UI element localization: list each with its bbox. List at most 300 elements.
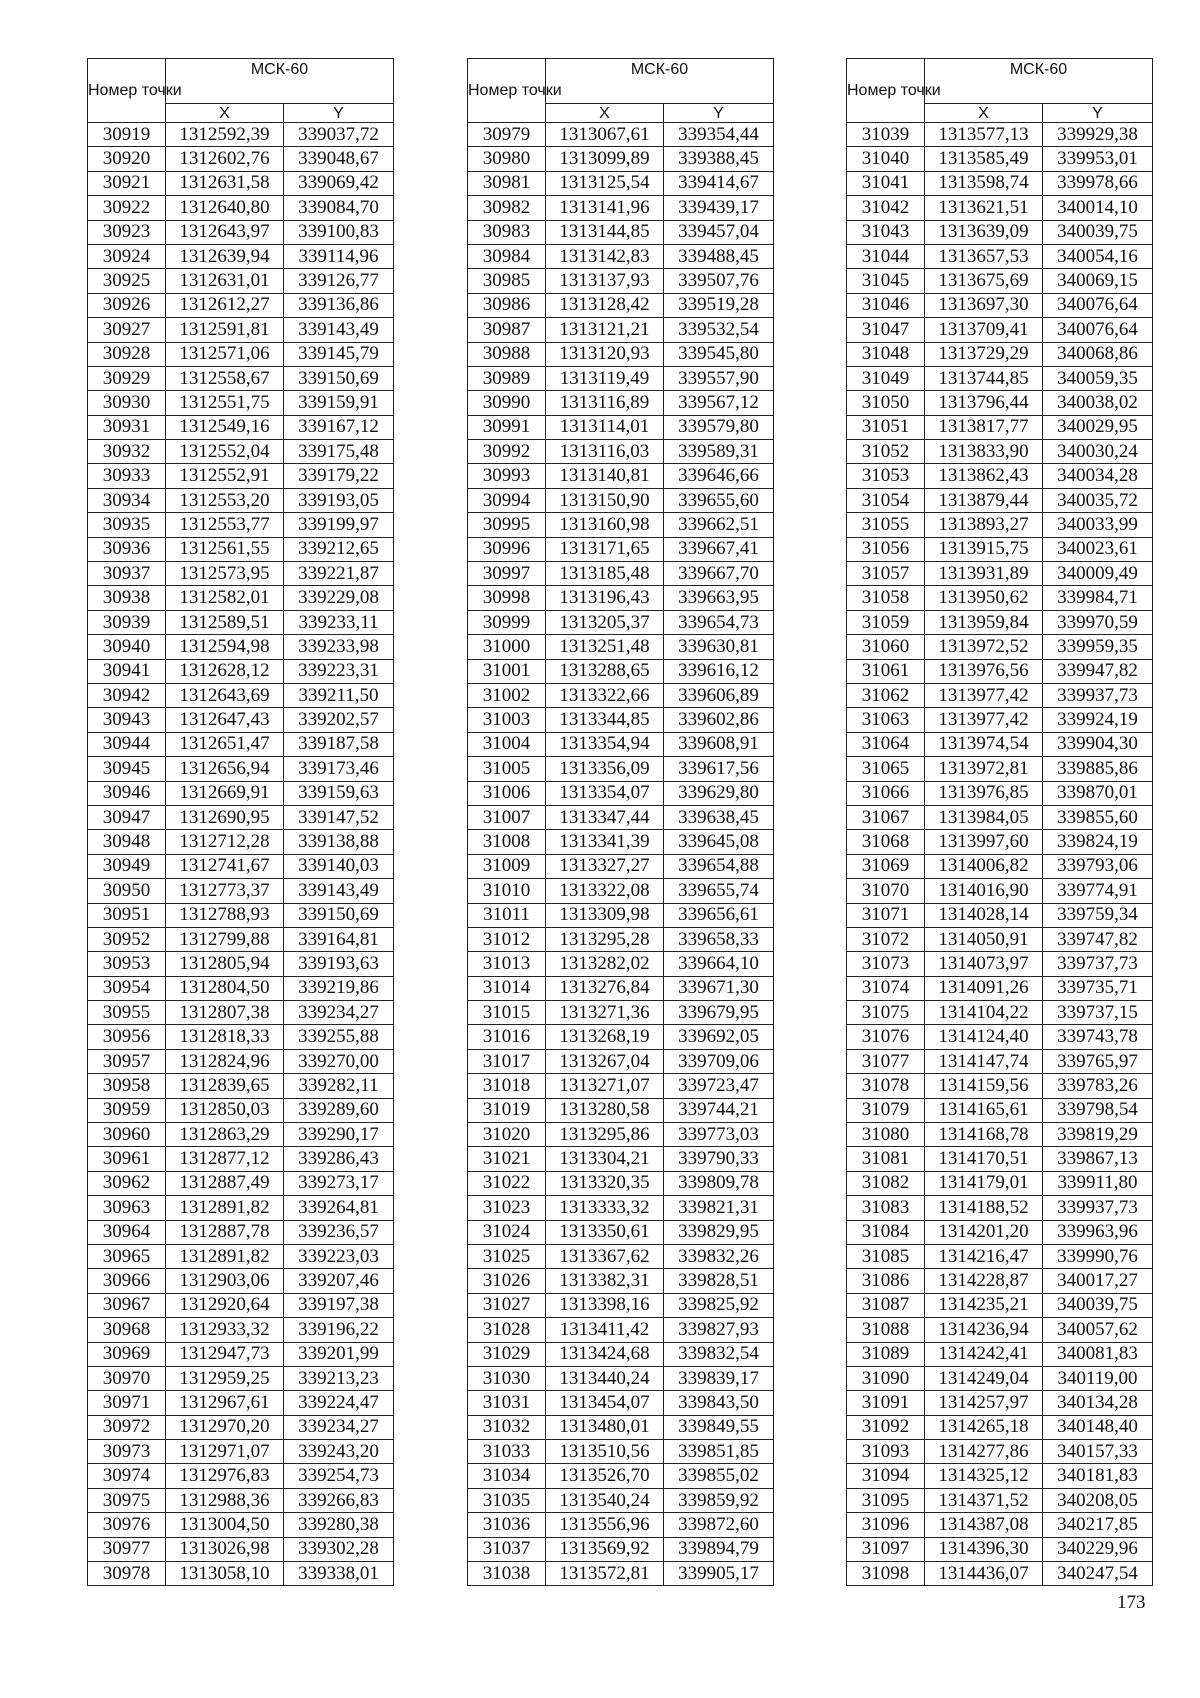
y-coordinate-cell: 339545,80 (664, 342, 774, 366)
y-coordinate-cell: 339414,67 (664, 171, 774, 195)
coordinate-system-header: МСК-60 (925, 59, 1153, 104)
x-coordinate-cell: 1312651,47 (166, 732, 284, 756)
x-coordinate-cell: 1313657,53 (925, 244, 1043, 268)
y-coordinate-cell: 339929,38 (1043, 123, 1153, 147)
y-coordinate-cell: 340030,24 (1043, 440, 1153, 464)
point-number-cell: 30978 (88, 1562, 166, 1586)
table-row (847, 562, 1153, 586)
point-number-cell: 30966 (88, 1269, 166, 1293)
y-coordinate-cell: 339773,03 (664, 1123, 774, 1147)
point-number-cell: 31010 (468, 879, 546, 903)
point-number-cell: 30994 (468, 488, 546, 512)
table-row (847, 1196, 1153, 1220)
point-number-cell: 31040 (847, 147, 925, 171)
y-coordinate-cell: 340148,40 (1043, 1415, 1153, 1439)
y-coordinate-cell: 339825,92 (664, 1293, 774, 1317)
point-number-cell: 30983 (468, 220, 546, 244)
point-number-cell: 31026 (468, 1269, 546, 1293)
table-row (88, 196, 394, 220)
table-row (468, 1196, 774, 1220)
table-row (88, 244, 394, 268)
table-row (88, 659, 394, 683)
y-coordinate-cell: 339439,17 (664, 196, 774, 220)
x-coordinate-cell: 1313205,37 (546, 610, 664, 634)
table-row (468, 1049, 774, 1073)
y-coordinate-cell: 339211,50 (284, 683, 394, 707)
table-row (88, 732, 394, 756)
table-row (468, 1269, 774, 1293)
point-number-cell: 30964 (88, 1220, 166, 1244)
point-number-cell: 30944 (88, 732, 166, 756)
table-row (468, 318, 774, 342)
y-coordinate-cell: 339851,85 (664, 1440, 774, 1464)
table-row (847, 1415, 1153, 1439)
y-coordinate-cell: 339655,74 (664, 879, 774, 903)
table-row (847, 244, 1153, 268)
table-row (847, 440, 1153, 464)
table-row (468, 927, 774, 951)
coordinate-system-header: МСК-60 (546, 59, 774, 104)
point-number-cell: 30948 (88, 830, 166, 854)
x-coordinate-cell: 1312988,36 (166, 1488, 284, 1512)
y-coordinate-cell: 339849,55 (664, 1415, 774, 1439)
point-number-cell: 31084 (847, 1220, 925, 1244)
x-coordinate-cell: 1313137,93 (546, 269, 664, 293)
point-number-header: Номер точки (88, 59, 166, 123)
y-coordinate-cell: 339069,42 (284, 171, 394, 195)
table-row (468, 147, 774, 171)
table-row (847, 976, 1153, 1000)
y-coordinate-cell: 340069,15 (1043, 269, 1153, 293)
y-coordinate-cell: 340009,49 (1043, 562, 1153, 586)
y-coordinate-cell: 339532,54 (664, 318, 774, 342)
point-number-cell: 31076 (847, 1025, 925, 1049)
point-number-cell: 31088 (847, 1318, 925, 1342)
y-coordinate-cell: 339783,26 (1043, 1074, 1153, 1098)
point-number-cell: 31092 (847, 1415, 925, 1439)
table-row (847, 318, 1153, 342)
table-row (88, 1562, 394, 1586)
table-row (847, 464, 1153, 488)
x-coordinate-cell: 1313697,30 (925, 293, 1043, 317)
table-row (847, 293, 1153, 317)
y-coordinate-cell: 339832,54 (664, 1342, 774, 1366)
x-coordinate-cell: 1313744,85 (925, 366, 1043, 390)
table-row (88, 1074, 394, 1098)
table-row (847, 1098, 1153, 1122)
y-coordinate-cell: 339616,12 (664, 659, 774, 683)
x-coordinate-cell: 1312571,06 (166, 342, 284, 366)
point-number-cell: 30952 (88, 927, 166, 951)
x-coordinate-cell: 1312582,01 (166, 586, 284, 610)
x-coordinate-cell: 1313150,90 (546, 488, 664, 512)
table-row (468, 244, 774, 268)
y-coordinate-cell: 339894,79 (664, 1537, 774, 1561)
table-row (88, 1366, 394, 1390)
x-coordinate-cell: 1314371,52 (925, 1488, 1043, 1512)
x-coordinate-cell: 1312690,95 (166, 805, 284, 829)
point-number-cell: 30982 (468, 196, 546, 220)
x-coordinate-cell: 1313267,04 (546, 1049, 664, 1073)
y-column-header: Y (1043, 104, 1153, 123)
y-coordinate-cell: 339136,86 (284, 293, 394, 317)
y-coordinate-cell: 339664,10 (664, 952, 774, 976)
y-coordinate-cell: 339630,81 (664, 635, 774, 659)
table-row (847, 830, 1153, 854)
table-row (88, 488, 394, 512)
y-coordinate-cell: 339821,31 (664, 1196, 774, 1220)
x-coordinate-cell: 1312947,73 (166, 1342, 284, 1366)
x-coordinate-cell: 1313454,07 (546, 1391, 664, 1415)
table-row (468, 220, 774, 244)
table-row (88, 1220, 394, 1244)
x-coordinate-cell: 1313480,01 (546, 1415, 664, 1439)
point-number-cell: 31064 (847, 732, 925, 756)
table-row (468, 1415, 774, 1439)
point-number-cell: 31052 (847, 440, 925, 464)
table-row (88, 903, 394, 927)
point-number-cell: 31059 (847, 610, 925, 634)
point-number-cell: 31036 (468, 1513, 546, 1537)
x-coordinate-cell: 1313950,62 (925, 586, 1043, 610)
x-coordinate-cell: 1313144,85 (546, 220, 664, 244)
point-number-cell: 31079 (847, 1098, 925, 1122)
coordinate-system-header: МСК-60 (166, 59, 394, 104)
point-number-cell: 30934 (88, 488, 166, 512)
point-number-cell: 31093 (847, 1440, 925, 1464)
point-number-cell: 31063 (847, 708, 925, 732)
point-number-cell: 30920 (88, 147, 166, 171)
y-column-header: Y (664, 104, 774, 123)
y-coordinate-cell: 339671,30 (664, 976, 774, 1000)
x-coordinate-cell: 1312818,33 (166, 1025, 284, 1049)
point-number-cell: 31048 (847, 342, 925, 366)
y-coordinate-cell: 339646,66 (664, 464, 774, 488)
y-coordinate-cell: 339255,88 (284, 1025, 394, 1049)
x-coordinate-cell: 1312971,07 (166, 1440, 284, 1464)
table-row (88, 635, 394, 659)
table-row (847, 1342, 1153, 1366)
table-row (847, 1025, 1153, 1049)
y-coordinate-cell: 339159,63 (284, 781, 394, 805)
x-coordinate-cell: 1314170,51 (925, 1147, 1043, 1171)
point-number-cell: 31041 (847, 171, 925, 195)
y-coordinate-cell: 339793,06 (1043, 854, 1153, 878)
point-number-cell: 31095 (847, 1488, 925, 1512)
x-coordinate-cell: 1313354,07 (546, 781, 664, 805)
x-coordinate-cell: 1313160,98 (546, 513, 664, 537)
point-number-cell: 31096 (847, 1513, 925, 1537)
point-number-cell: 31077 (847, 1049, 925, 1073)
x-coordinate-cell: 1313972,52 (925, 635, 1043, 659)
table-row (468, 1537, 774, 1561)
point-number-cell: 31015 (468, 1001, 546, 1025)
table-row (847, 1537, 1153, 1561)
y-coordinate-cell: 339126,77 (284, 269, 394, 293)
table-row (847, 1318, 1153, 1342)
table-row (468, 610, 774, 634)
table-row (88, 1147, 394, 1171)
table-row (468, 659, 774, 683)
table-row (847, 488, 1153, 512)
y-coordinate-cell: 340038,02 (1043, 391, 1153, 415)
x-coordinate-cell: 1312903,06 (166, 1269, 284, 1293)
table-row (468, 1220, 774, 1244)
x-coordinate-cell: 1312639,94 (166, 244, 284, 268)
x-coordinate-cell: 1313577,13 (925, 123, 1043, 147)
point-number-cell: 30977 (88, 1537, 166, 1561)
point-number-cell: 30987 (468, 318, 546, 342)
table-row (468, 1391, 774, 1415)
x-coordinate-cell: 1313976,56 (925, 659, 1043, 683)
point-number-cell: 31021 (468, 1147, 546, 1171)
point-number-cell: 31057 (847, 562, 925, 586)
table-row (468, 1562, 774, 1586)
point-number-cell: 30929 (88, 366, 166, 390)
x-coordinate-cell: 1313862,43 (925, 464, 1043, 488)
y-coordinate-cell: 339970,59 (1043, 610, 1153, 634)
y-coordinate-cell: 339289,60 (284, 1098, 394, 1122)
y-coordinate-cell: 340076,64 (1043, 293, 1153, 317)
x-coordinate-cell: 1312631,01 (166, 269, 284, 293)
table-row (88, 1415, 394, 1439)
y-coordinate-cell: 339824,19 (1043, 830, 1153, 854)
y-coordinate-cell: 339735,71 (1043, 976, 1153, 1000)
table-row (468, 123, 774, 147)
y-coordinate-cell: 339202,57 (284, 708, 394, 732)
y-coordinate-cell: 339905,17 (664, 1562, 774, 1586)
point-number-cell: 30981 (468, 171, 546, 195)
table-row (847, 757, 1153, 781)
table-row (468, 1488, 774, 1512)
y-coordinate-cell: 339286,43 (284, 1147, 394, 1171)
table-row (88, 1513, 394, 1537)
table-row (468, 1001, 774, 1025)
y-coordinate-cell: 339388,45 (664, 147, 774, 171)
x-coordinate-cell: 1314257,97 (925, 1391, 1043, 1415)
table-row (468, 513, 774, 537)
y-coordinate-cell: 339557,90 (664, 366, 774, 390)
x-coordinate-cell: 1314201,20 (925, 1220, 1043, 1244)
x-coordinate-cell: 1313526,70 (546, 1464, 664, 1488)
point-number-cell: 30970 (88, 1366, 166, 1390)
point-number-cell: 30936 (88, 537, 166, 561)
y-coordinate-cell: 339266,83 (284, 1488, 394, 1512)
point-number-cell: 30955 (88, 1001, 166, 1025)
x-coordinate-cell: 1313959,84 (925, 610, 1043, 634)
point-number-cell: 31019 (468, 1098, 546, 1122)
table-row (468, 1244, 774, 1268)
x-coordinate-cell: 1314242,41 (925, 1342, 1043, 1366)
point-number-cell: 30974 (88, 1464, 166, 1488)
y-coordinate-cell: 339662,51 (664, 513, 774, 537)
y-coordinate-cell: 339150,69 (284, 903, 394, 927)
table-row (847, 269, 1153, 293)
table-row (847, 586, 1153, 610)
point-number-cell: 30980 (468, 147, 546, 171)
y-coordinate-cell: 339667,41 (664, 537, 774, 561)
y-coordinate-cell: 339855,02 (664, 1464, 774, 1488)
table-row (468, 903, 774, 927)
table-row (468, 854, 774, 878)
y-coordinate-cell: 339904,30 (1043, 732, 1153, 756)
table-row (88, 683, 394, 707)
x-coordinate-cell: 1313322,08 (546, 879, 664, 903)
y-coordinate-cell: 339723,47 (664, 1074, 774, 1098)
table-row (847, 781, 1153, 805)
table-row (88, 220, 394, 244)
table-row (847, 1293, 1153, 1317)
y-coordinate-cell: 339273,17 (284, 1171, 394, 1195)
point-number-cell: 30951 (88, 903, 166, 927)
point-number-cell: 31074 (847, 976, 925, 1000)
x-coordinate-cell: 1312970,20 (166, 1415, 284, 1439)
x-coordinate-cell: 1313598,74 (925, 171, 1043, 195)
y-coordinate-cell: 339629,80 (664, 781, 774, 805)
table-row (468, 1123, 774, 1147)
x-coordinate-cell: 1313185,48 (546, 562, 664, 586)
point-number-cell: 30925 (88, 269, 166, 293)
point-number-cell: 31027 (468, 1293, 546, 1317)
x-coordinate-cell: 1313333,32 (546, 1196, 664, 1220)
table-row (847, 147, 1153, 171)
y-coordinate-cell: 339229,08 (284, 586, 394, 610)
y-coordinate-cell: 339959,35 (1043, 635, 1153, 659)
y-coordinate-cell: 339692,05 (664, 1025, 774, 1049)
y-coordinate-cell: 339885,86 (1043, 757, 1153, 781)
x-coordinate-cell: 1312887,78 (166, 1220, 284, 1244)
point-number-cell: 30992 (468, 440, 546, 464)
table-row (847, 366, 1153, 390)
y-coordinate-cell: 339143,49 (284, 879, 394, 903)
table-row (88, 708, 394, 732)
point-number-cell: 31091 (847, 1391, 925, 1415)
table-row (88, 342, 394, 366)
x-coordinate-cell: 1312592,39 (166, 123, 284, 147)
x-coordinate-cell: 1312552,04 (166, 440, 284, 464)
table-row (847, 732, 1153, 756)
y-coordinate-cell: 339602,86 (664, 708, 774, 732)
x-coordinate-cell: 1312628,12 (166, 659, 284, 683)
y-coordinate-cell: 340208,05 (1043, 1488, 1153, 1512)
y-coordinate-cell: 339234,27 (284, 1001, 394, 1025)
table-row (847, 903, 1153, 927)
y-coordinate-cell: 339236,57 (284, 1220, 394, 1244)
point-number-cell: 30961 (88, 1147, 166, 1171)
y-coordinate-cell: 340033,99 (1043, 513, 1153, 537)
point-number-cell: 30941 (88, 659, 166, 683)
x-coordinate-cell: 1312891,82 (166, 1244, 284, 1268)
x-coordinate-cell: 1312920,64 (166, 1293, 284, 1317)
x-coordinate-cell: 1313354,94 (546, 732, 664, 756)
table-row (88, 1293, 394, 1317)
y-coordinate-cell: 339828,51 (664, 1269, 774, 1293)
point-number-cell: 30931 (88, 415, 166, 439)
x-coordinate-cell: 1313304,21 (546, 1147, 664, 1171)
y-coordinate-cell: 339147,52 (284, 805, 394, 829)
y-coordinate-cell: 339911,80 (1043, 1171, 1153, 1195)
point-number-cell: 31029 (468, 1342, 546, 1366)
point-number-cell: 31085 (847, 1244, 925, 1268)
x-coordinate-cell: 1313280,58 (546, 1098, 664, 1122)
point-number-cell: 31033 (468, 1440, 546, 1464)
point-number-cell: 31031 (468, 1391, 546, 1415)
y-coordinate-cell: 340057,62 (1043, 1318, 1153, 1342)
table-row (468, 1464, 774, 1488)
table-row (847, 805, 1153, 829)
point-number-cell: 30950 (88, 879, 166, 903)
x-coordinate-cell: 1313709,41 (925, 318, 1043, 342)
y-coordinate-cell: 339457,04 (664, 220, 774, 244)
point-number-cell: 31083 (847, 1196, 925, 1220)
point-number-cell: 30986 (468, 293, 546, 317)
table-row (468, 440, 774, 464)
y-coordinate-cell: 339197,38 (284, 1293, 394, 1317)
x-coordinate-cell: 1312891,82 (166, 1196, 284, 1220)
point-number-cell: 31072 (847, 927, 925, 951)
x-coordinate-cell: 1314091,26 (925, 976, 1043, 1000)
x-coordinate-cell: 1313116,89 (546, 391, 664, 415)
point-number-cell: 30968 (88, 1318, 166, 1342)
y-coordinate-cell: 339990,76 (1043, 1244, 1153, 1268)
x-coordinate-cell: 1313295,28 (546, 927, 664, 951)
point-number-cell: 31054 (847, 488, 925, 512)
x-column-header: X (166, 104, 284, 123)
table-row (88, 415, 394, 439)
point-number-cell: 31065 (847, 757, 925, 781)
x-coordinate-cell: 1313976,85 (925, 781, 1043, 805)
point-number-cell: 31070 (847, 879, 925, 903)
point-number-cell: 31071 (847, 903, 925, 927)
table-row (88, 1025, 394, 1049)
y-coordinate-cell: 339765,97 (1043, 1049, 1153, 1073)
table-row (468, 805, 774, 829)
point-number-cell: 31061 (847, 659, 925, 683)
x-coordinate-cell: 1313276,84 (546, 976, 664, 1000)
x-coordinate-cell: 1313251,48 (546, 635, 664, 659)
table-row (847, 1562, 1153, 1586)
x-coordinate-cell: 1314104,22 (925, 1001, 1043, 1025)
table-row (468, 171, 774, 195)
point-number-cell: 30928 (88, 342, 166, 366)
point-number-cell: 30998 (468, 586, 546, 610)
x-coordinate-cell: 1313171,65 (546, 537, 664, 561)
table-row (88, 391, 394, 415)
point-number-cell: 31038 (468, 1562, 546, 1586)
table-row (847, 659, 1153, 683)
point-number-cell: 30985 (468, 269, 546, 293)
table-row (847, 1488, 1153, 1512)
point-number-cell: 31002 (468, 683, 546, 707)
point-number-cell: 31016 (468, 1025, 546, 1049)
table-row (847, 1440, 1153, 1464)
y-coordinate-cell: 339744,21 (664, 1098, 774, 1122)
table-row (468, 196, 774, 220)
y-coordinate-cell: 339221,87 (284, 562, 394, 586)
y-coordinate-cell: 339832,26 (664, 1244, 774, 1268)
y-coordinate-cell: 340023,61 (1043, 537, 1153, 561)
y-coordinate-cell: 339937,73 (1043, 1196, 1153, 1220)
y-coordinate-cell: 339145,79 (284, 342, 394, 366)
y-coordinate-cell: 339827,93 (664, 1318, 774, 1342)
point-number-cell: 31013 (468, 952, 546, 976)
point-number-cell: 30996 (468, 537, 546, 561)
y-coordinate-cell: 339150,69 (284, 366, 394, 390)
table-row (468, 732, 774, 756)
point-number-cell: 31062 (847, 683, 925, 707)
point-number-cell: 31060 (847, 635, 925, 659)
point-number-header: Номер точки (468, 59, 546, 123)
